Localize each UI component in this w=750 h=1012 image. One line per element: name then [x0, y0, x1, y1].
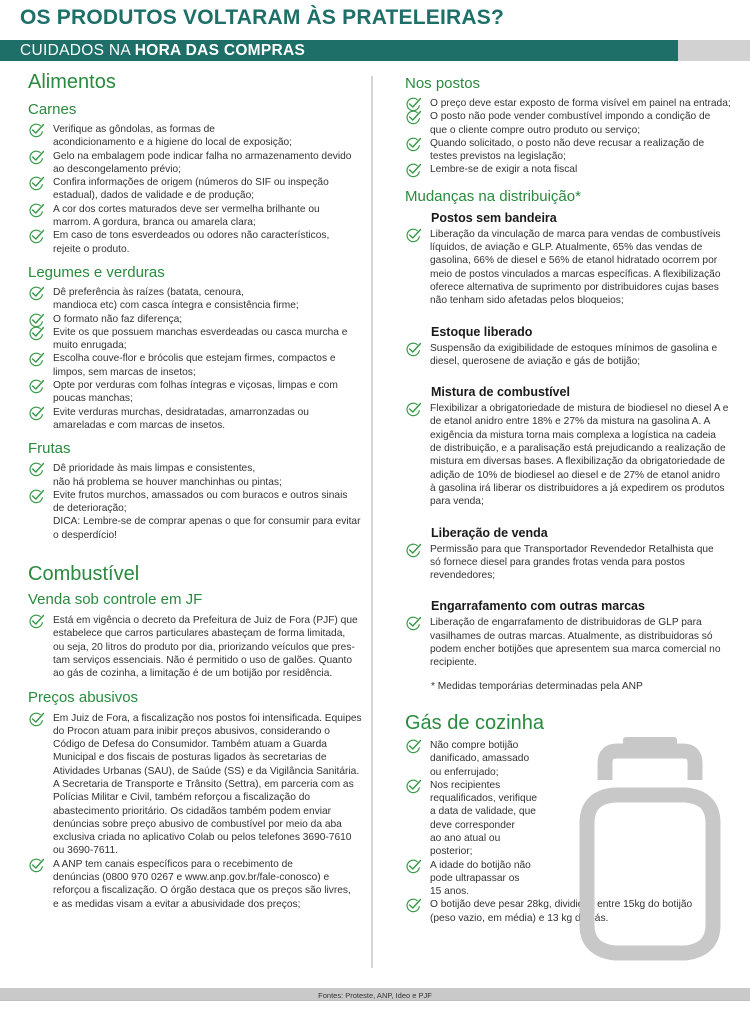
check-circle-icon: [28, 614, 45, 629]
mudanca-section: [405, 525, 740, 583]
list-item-line: Escolha couve-flor e brócolis que estejam firmes, compactos e: [53, 353, 336, 365]
list-item-line: ao descongelamento prévio;: [53, 163, 181, 175]
check-circle-icon: [28, 150, 45, 165]
list-item-line: Lembre-se de exigir a nota fiscal: [430, 164, 578, 176]
list-item-line: mistura em diversas bases. A flexibilização da obrigatoriedade de: [430, 456, 726, 468]
list-item-line: ou enferrujado;: [430, 766, 499, 778]
list-item-line: O botijão deve pesar 28kg, divididos entre 15kg do botijão: [430, 899, 693, 911]
list-item: [28, 352, 366, 379]
check-circle-icon: [405, 898, 422, 913]
list-item-line: Liberação da vinculação de marca para vendas de combustíveis: [430, 228, 721, 240]
check-circle-icon: [28, 462, 45, 477]
mudanca-list: [405, 228, 740, 308]
heading-venda: Venda sob controle em JF: [28, 591, 203, 609]
list-item-line: estabelece que carros particulares abasteçam de forma limitada,: [53, 628, 346, 640]
list-item-line: à gasolina irá liberar os distribuidores a já expedirem os produtos: [430, 482, 725, 494]
list-item-line: a data de validade, que: [430, 806, 536, 818]
check-circle-icon: [405, 543, 422, 558]
list-item: [28, 313, 366, 326]
list-item-line: requalificados, verifique: [430, 793, 538, 805]
check-circle-icon: [28, 858, 45, 873]
mudanca-section: [405, 324, 740, 369]
list-item-line: Confira informações de origem (números do SIF ou inspeção: [53, 177, 329, 189]
heading-frutas: Frutas: [28, 440, 71, 458]
list-item-line: Gelo na embalagem pode indicar falha no armazenamento devido: [53, 150, 352, 162]
list-item-line: A ANP tem canais específicos para o recebimento de: [53, 858, 293, 870]
list-legumes: [28, 286, 366, 432]
check-circle-icon: [28, 326, 45, 341]
check-circle-icon: [28, 123, 45, 138]
list-item-line: A cor dos cortes maturados deve ser vermelha brilhante ou: [53, 203, 320, 215]
heading-precos: Preços abusivos: [28, 688, 139, 706]
list-item-line: ao ano atual ou: [430, 832, 501, 844]
list-item-line: muito enrugada;: [53, 340, 127, 352]
list-item: [405, 163, 740, 176]
list-item-line: limpos, sem marcas de insetos;: [53, 366, 196, 378]
list-item-line: do Procon atuam para inibir preços abusivos, considerando o: [53, 725, 330, 737]
heading-carnes: Carnes: [28, 101, 77, 118]
mudanca-title: Postos sem bandeira: [431, 210, 557, 225]
check-circle-icon: [405, 110, 422, 125]
list-item-line: de etanol anidro entre 18% e 27% da mistura na gasolina A. A: [430, 416, 711, 428]
list-item-line: posterior;: [430, 846, 473, 858]
check-circle-icon: [405, 779, 422, 794]
mudanca-list: [405, 342, 740, 369]
check-circle-icon: [28, 176, 45, 191]
footer-line: [0, 1000, 750, 1001]
list-item-line: exigência da mistura torna mais complexa a logística na cadeia: [430, 429, 716, 441]
mudancas-sections: [405, 210, 740, 670]
list-item-line: recipiente.: [430, 657, 478, 669]
list-item-line: adição de 10% de biodiesel ao diesel e de 27% de etanol anidro: [430, 469, 720, 481]
mudanca-title: Mistura de combustível: [431, 385, 570, 400]
check-circle-icon: [405, 163, 422, 178]
list-item: [28, 229, 366, 256]
list-item-line: O posto não pode vender combustível impondo a condição de: [430, 111, 711, 123]
check-circle-icon: [28, 203, 45, 218]
list-item-line: podem encher botijões que apresentem sua marca comercial no: [430, 644, 721, 656]
list-item-line: tam serviços essenciais. Não é permitido o uso de galões. Quanto: [53, 654, 352, 666]
list-item: [28, 614, 366, 680]
list-item-line: mandioca etc) com casca íntegra e consistência firme;: [53, 300, 299, 312]
list-item: [405, 402, 740, 508]
check-circle-icon: [405, 137, 422, 152]
check-circle-icon: [28, 286, 45, 301]
list-item-line: para venda;: [430, 496, 484, 508]
check-circle-icon: [405, 616, 422, 631]
list-item-line: oferece alternativa de suprimento por distribuidores cujas bases: [430, 281, 719, 293]
list-item: [28, 712, 366, 858]
list-item: [28, 286, 366, 313]
check-circle-icon: [28, 352, 45, 367]
list-item-line: pode ultrapassar os: [430, 872, 520, 884]
section-heading-gas: Gás de cozinha: [405, 711, 544, 734]
page-title: OS PRODUTOS VOLTARAM ÀS PRATELEIRAS?: [20, 6, 504, 29]
list-item: [405, 543, 740, 583]
section-heading-combustivel: Combustível: [28, 563, 140, 586]
subtitle-light: CUIDADOS NA: [20, 42, 135, 59]
list-item-line: Evite os que possuem manchas esverdeadas ou casca murcha e: [53, 326, 348, 338]
list-item-line: denúncias (0800 970 0267 e www.anp.gov.br/fale-conosco) e: [53, 872, 330, 884]
list-item-line: O preço deve estar exposto de forma visível em painel na entrada;: [430, 98, 731, 109]
mudanca-section: [405, 384, 740, 508]
list-item-line: Nos recipientes: [430, 779, 501, 791]
subtitle-band: [0, 40, 750, 61]
list-item-line: Evite verduras murchas, desidratadas, amarronzadas ou: [53, 406, 309, 418]
list-item: [28, 858, 366, 911]
list-item-line: Suspensão da exigibilidade de estoques mínimos de gasolina e: [430, 342, 718, 354]
list-item-line: meio de postos vinculados a marcas específicas. A flexibilização: [430, 268, 721, 280]
mudanca-section: [405, 210, 740, 308]
list-item-line: rejeite o produto.: [53, 243, 130, 255]
check-circle-icon: [28, 229, 45, 244]
list-item-line: deve corresponder: [430, 819, 515, 831]
list-item-line: marrom. A gordura, branca ou amarela clara;: [53, 217, 256, 229]
list-item-line: exclusiva criada no aplicativo Colab ou pelos telefones 3690-7610: [53, 832, 352, 844]
check-circle-icon: [28, 712, 45, 727]
list-item-line: reforçou a fiscalização. O órgão destaca que os preços são livres,: [53, 885, 351, 897]
list-venda: [28, 614, 366, 680]
check-circle-icon: [405, 402, 422, 417]
list-item: [405, 228, 740, 308]
list-item-line: Em Juiz de Fora, a fiscalização nos postos foi intensificada. Equipes: [53, 712, 362, 724]
mudanca-list: [405, 616, 740, 669]
list-postos: [405, 97, 740, 177]
list-item-line: estadual), dados de validade e de produção;: [53, 190, 255, 202]
list-item-line: Opte por verduras com folhas íntegras e viçosas, limpas e com: [53, 380, 338, 392]
list-item-line: ou 3690-7611.: [53, 845, 118, 857]
mudanca-list: [405, 402, 740, 508]
list-item: [405, 97, 740, 110]
list-item-line: 15 anos.: [430, 886, 470, 898]
list-item: [28, 489, 366, 542]
list-item-line: danificado, amassado: [430, 753, 530, 765]
left-column: [28, 70, 366, 911]
list-item: [405, 110, 740, 137]
list-item-line: Código de Defesa do Consumidor. Também atuam a Guarda: [53, 739, 327, 751]
list-precos: [28, 712, 366, 911]
list-item-line: Quando solicitado, o posto não deve recusar a realização de: [430, 137, 705, 149]
heading-postos: Nos postos: [405, 75, 481, 92]
list-item-line: acondicionamento e a higiene do local de exposição;: [53, 137, 293, 149]
subtitle: [20, 42, 305, 60]
check-circle-icon: [28, 379, 45, 394]
check-circle-icon: [405, 342, 422, 357]
mudanca-title: Engarrafamento com outras marcas: [431, 599, 645, 614]
list-item-line: Polícias Militar e Civil, também reforçou a fiscalização do: [53, 792, 311, 804]
list-item: [28, 406, 366, 433]
list-item: [28, 150, 366, 177]
list-item-line: Não compre botijão: [430, 739, 519, 751]
gas-cylinder-icon: [565, 735, 735, 970]
list-item-line: de distribuição, e a paralisação está prejudicando a realização de: [430, 443, 726, 455]
list-item-line: vasilhames de outras marcas. Atualmente, as distribuidoras só: [430, 630, 713, 642]
check-circle-icon: [28, 489, 45, 504]
mudanca-list: [405, 543, 740, 583]
list-item-line: que o cliente compre outro produto ou serviço;: [430, 124, 641, 136]
list-item-line: Dê prioridade às mais limpas e consistentes,: [53, 463, 256, 475]
list-item-line: ao gás de cozinha, a limitação é de um botijão por residência.: [53, 668, 333, 680]
list-item: [405, 342, 740, 369]
heading-mudancas: Mudanças na distribuição*: [405, 187, 581, 205]
list-item-line: abastecimento prioritário. Os cidadãos também podem enviar: [53, 805, 332, 817]
list-item: [28, 462, 366, 489]
list-item-line: Municipal e dos fiscais de posturas ligados às secretarias de: [53, 752, 327, 764]
check-circle-icon: [405, 859, 422, 874]
list-item-line: O formato não faz diferença;: [53, 313, 183, 325]
list-carnes: [28, 123, 366, 256]
list-item-line: de deterioração;: [53, 503, 127, 515]
list-item-line: Em caso de tons esverdeados ou odores não característicos,: [53, 230, 330, 242]
list-item-line: Está em vigência o decreto da Prefeitura de Juiz de Fora (PJF) que: [53, 615, 358, 627]
column-divider: [371, 76, 373, 968]
list-frutas: [28, 462, 366, 542]
list-item-line: Permissão para que Transportador Revendedor Retalhista que: [430, 543, 714, 555]
list-item-line: Dê preferência às raízes (batata, cenoura,: [53, 286, 244, 298]
list-item: [28, 326, 366, 353]
list-item-line: ou seja, 20 litros do produto por dia, priorizando veículos que pres-: [53, 641, 355, 653]
list-item-line: poucas manchas;: [53, 393, 133, 405]
list-item-line: Atividades Urbanas (SAU), de Saúde (SS) e da Vigilância Sanitária.: [53, 765, 360, 777]
mudanca-title: Estoque liberado: [431, 324, 533, 339]
list-item-line: o desperdício!: [53, 529, 117, 541]
list-item-line: diesel, querosene de aviação e gás de botijão;: [430, 355, 641, 367]
list-item: [28, 123, 366, 150]
list-item-line: Flexibilizar a obrigatoriedade de mistura de biodiesel no diesel A e: [430, 403, 729, 415]
list-item-line: DICA: Lembre-se de comprar apenas o que for consumir para evitar: [53, 516, 361, 528]
list-item-line: A idade do botijão não: [430, 859, 531, 871]
mudanca-title: Liberação de venda: [431, 525, 548, 540]
list-item-line: só fornece diesel para grandes frotas venda para postos: [430, 556, 685, 568]
list-item-line: A Secretaria de Transporte e Trânsito (Settra), em parceria com as: [53, 778, 354, 790]
section-heading-alimentos: Alimentos: [28, 71, 116, 93]
list-item: [28, 379, 366, 406]
mudanca-section: [405, 598, 740, 669]
list-item-line: Liberação de engarrafamento de distribuidoras de GLP para: [430, 617, 702, 629]
list-item-line: líquidos, de aviação e GLP. Atualmente, 65% das vendas de: [430, 242, 703, 254]
check-circle-icon: [405, 228, 422, 243]
check-circle-icon: [28, 406, 45, 421]
list-item-line: gasolina, 66% de diesel e 56% de etanol hidratado ocorrem por: [430, 255, 718, 267]
list-item: [405, 137, 740, 164]
footer: [0, 988, 750, 1012]
list-item-line: Evite frutos murchos, amassados ou com buracos e outros sinais: [53, 489, 348, 501]
list-item-line: amareladas e com marcas de insetos.: [53, 419, 226, 431]
list-item-line: (peso vazio, em média) e 13 kg de gás.: [430, 912, 609, 924]
list-item-line: não há problema se houver manchinhas ou pintas;: [53, 476, 282, 488]
list-item-line: e as medidas visam a evitar a abusividade dos preços;: [53, 898, 301, 910]
mudancas-note: * Medidas temporárias determinadas pela ANP: [431, 680, 643, 692]
list-item-line: não tenham sido afetadas pelos bloqueios;: [430, 295, 624, 307]
list-item-line: testes previstos na legislação;: [430, 151, 566, 163]
list-item-line: denúncias sobre preço abusivo de combustível por meio da aba: [53, 818, 342, 830]
list-item-line: revendedores;: [430, 570, 496, 582]
footer-sources: Fontes: Proteste, ANP, Ideo e PJF: [318, 991, 432, 1000]
list-item: [28, 176, 366, 203]
list-item: [28, 203, 366, 230]
check-circle-icon: [405, 739, 422, 754]
list-item: [405, 616, 740, 669]
heading-legumes: Legumes e verduras: [28, 263, 165, 281]
list-item-line: Verifique as gôndolas, as formas de: [53, 124, 215, 135]
subtitle-bold: HORA DAS COMPRAS: [134, 42, 306, 59]
